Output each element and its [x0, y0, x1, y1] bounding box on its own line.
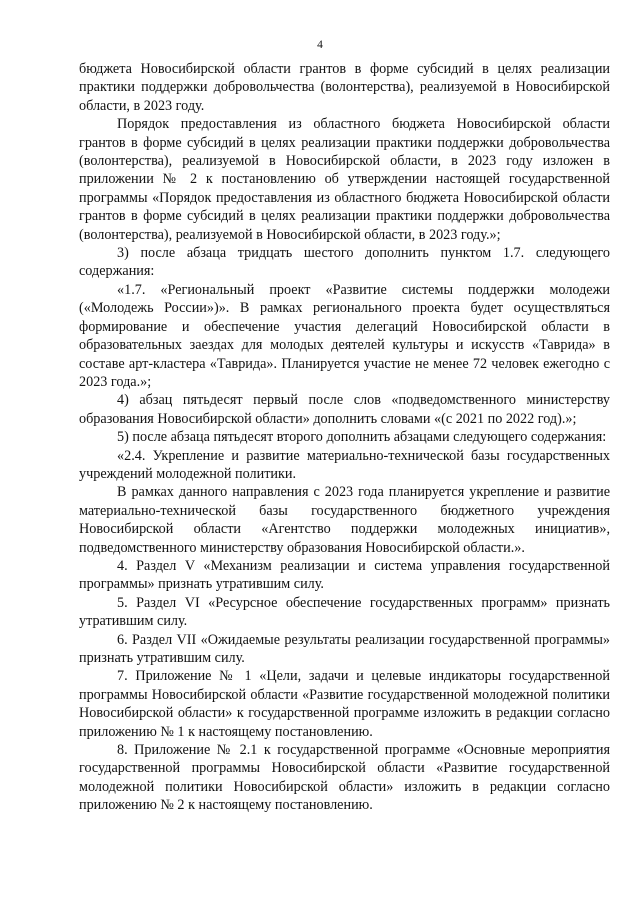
paragraph-point-5: 5. Раздел VI «Ресурсное обеспечение государственных программ» признать утратившим силу. [79, 594, 610, 630]
paragraph-item-5: 5) после абзаца пятьдесят второго дополнить абзацами следующего содержания: [117, 429, 607, 446]
page-number: 4 [317, 39, 323, 51]
paragraph-continuation: бюджета Новосибирской области грантов в форме субсидий в целях реализации практики поддержки добровольчества (волонтерства), реализуемой в Новосибирской области, в 2023 году. [79, 61, 610, 114]
paragraph-point-8: 8. Приложение № 2.1 к государственной программе «Основные мероприятия государственной программы Новосибирской области «Развитие государственной молодежной политики Новосибирской области» изложить в редакции согласно приложению № 2 к настоящему постановлению. [79, 742, 610, 814]
paragraph-grant-procedure: Порядок предоставления из областного бюджета Новосибирской области грантов в форме субсидий в целях реализации практики поддержки добровольчества (волонтерства), реализуемой в Новосибирской области, в 2023 году изложен в приложении № 2 к постановлению об утверждении настоящей государственной программы «Порядок предоставления из областного бюджета Новосибирской области грантов в форме субсидий в целях реализации практики поддержки добровольчества (волонтерства), реализуемой в Новосибирской области, в 2023 году.»; [79, 116, 610, 243]
paragraph-point-4: 4. Раздел V «Механизм реализации и система управления государственной программы» признать утратившим силу. [79, 557, 610, 593]
paragraph-direction-2023: В рамках данного направления с 2023 года планируется укрепление и развитие материально-технической базы государственного бюджетного учреждения Новосибирской области «Агентство поддержки молодежных инициатив», подведомственного министерству образования Новосибирской области.». [79, 484, 610, 556]
paragraph-item-4: 4) абзац пятьдесят первый после слов «подведомственного министерству образования Новосибирской области» дополнить словами «(с 2021 по 2022 год).»; [79, 392, 610, 427]
paragraph-section-2-4: «2.4. Укрепление и развитие материально-технической базы государственных учреждений молодежной политики. [79, 447, 610, 482]
paragraph-point-7: 7. Приложение № 1 «Цели, задачи и целевые индикаторы государственной программы Новосибирской области «Развитие государственной молодежной политики Новосибирской области» к государственной программе изложить в редакции согласно приложению № 1 к настоящему постановлению. [79, 668, 610, 740]
document-body [79, 60, 610, 815]
paragraph-regional-project: «1.7. «Региональный проект «Развитие системы поддержки молодежи («Молодежь России»)». В рамках регионального проекта будет осуществляться формирование и обеспечение участия делегаций Новосибирской области в образовательных заездах для молодых деятелей культуры и искусств «Таврида» в составе арт-кластера «Таврида». Планируется участие не менее 72 человек ежегодно с 2023 года.»; [79, 281, 610, 390]
paragraph-item-3: 3) после абзаца тридцать шестого дополнить пунктом 1.7. следующего содержания: [79, 245, 610, 280]
paragraph-point-6: 6. Раздел VII «Ожидаемые результаты реализации государственной программы» признать утратившим силу. [79, 631, 610, 666]
